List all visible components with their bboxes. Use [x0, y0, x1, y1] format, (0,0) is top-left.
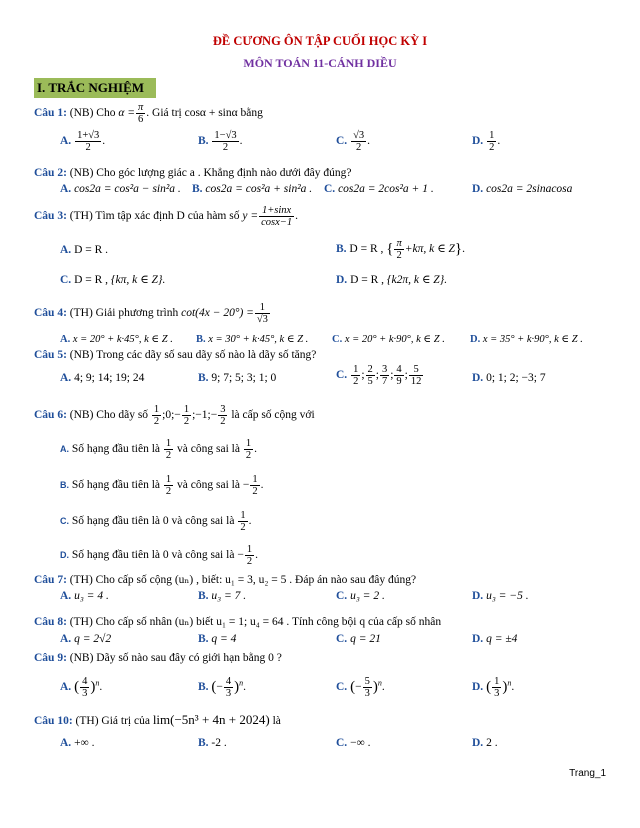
q9-option-a[interactable]: A. ( $\frac{4}{3}$ )$^n$. — [60, 676, 103, 700]
q3-option-b[interactable]: B. D = R , { $\frac{\pi}{2}$ +kπ, k ∈ Z}. — [336, 238, 465, 262]
q10-option-b[interactable]: B. -2 . — [198, 737, 227, 749]
question-4: Câu 4: (TH) Giải phương trình cot(4x − 20°) = $\frac{1}{√3}$ — [34, 302, 268, 326]
q3-option-d[interactable]: D. D = R , {k2π, k ∈ Z}. — [336, 274, 448, 286]
question-9: Câu 9: (NB) Dãy số nào sau đây có giới hạn bằng 0 ? — [34, 652, 282, 664]
q8-option-a[interactable]: A. q = 2√2 — [60, 633, 112, 645]
q7-option-a[interactable]: A. u₃ = 4 . — [60, 590, 109, 602]
question-6: Câu 6: (NB) Cho dãy số $\frac{1}{2}$ ;0;− $\frac{1}{2}$ ;−1;− $\frac{3}{2}$ là cấp số cộng với — [34, 404, 315, 428]
q6-option-d[interactable]: D. Số hạng đầu tiên là 0 và công sai là − $\frac{1}{2}$ . — [60, 544, 258, 568]
q3-option-a[interactable]: A. D = R . — [60, 244, 109, 256]
page-number: Trang_1 — [569, 768, 606, 779]
q4-option-c[interactable]: C. x = 20° + k·90°, k ∈ Z . — [332, 334, 445, 345]
q2-option-b[interactable]: B. cos2a = cos²a + sin²a . — [192, 183, 313, 195]
q2-option-c[interactable]: C. cos2a = 2cos²a + 1 . — [324, 183, 434, 195]
q10-option-d[interactable]: D. 2 . — [472, 737, 498, 749]
q8-option-c[interactable]: C. q = 21 — [336, 633, 381, 645]
question-1: Câu 1: (NB) Cho α = $\frac{\pi}{6}$ . Giá trị cosα + sinα bằng — [34, 102, 263, 126]
q7-option-b[interactable]: B. u₃ = 7 . — [198, 590, 247, 602]
q6-option-b[interactable]: B. Số hạng đầu tiên là $\frac{1}{2}$ và công sai là − $\frac{1}{2}$ . — [60, 474, 264, 498]
q1-option-c[interactable]: C. $\frac{√3}{2}$ . — [336, 130, 370, 154]
question-8: Câu 8: (TH) Cho cấp số nhân (uₙ) biết u₁ = 1; u₄ = 64 . Tính công bội q của cấp số nhân — [34, 616, 442, 628]
q8-option-b[interactable]: B. q = 4 — [198, 633, 237, 645]
q5-option-d[interactable]: D. 0; 1; 2; −3; 7 — [472, 372, 546, 384]
q10-option-a[interactable]: A. +∞ . — [60, 737, 95, 749]
q5-option-a[interactable]: A. 4; 9; 14; 19; 24 — [60, 372, 145, 384]
q9-option-d[interactable]: D. ( $\frac{1}{3}$ )$^n$. — [472, 676, 515, 700]
q10-option-c[interactable]: C. −∞ . — [336, 737, 371, 749]
q9-option-b[interactable]: B. (− $\frac{4}{3}$ )$^n$. — [198, 676, 247, 700]
question-10: Câu 10: (TH) Giá trị của lim(−5n³ + 4n + 2024) là — [34, 712, 281, 727]
q7-option-d[interactable]: D. u₃ = −5 . — [472, 590, 529, 602]
q5-option-c[interactable]: C. $\frac{1}{2}$ ; $\frac{2}{5}$ ; $\frac{3}{7}$ ; $\frac{4}{9}$ ; $\frac{5}{12}$ — [336, 364, 422, 388]
page-title: ĐỀ CƯƠNG ÔN TẬP CUỐI HỌC KỲ I — [212, 34, 428, 48]
q4-option-d[interactable]: D. x = 35° + k·90°, k ∈ Z . — [470, 334, 583, 345]
question-7: Câu 7: (TH) Cho cấp số cộng (uₙ) , biết: u₁ = 3, u₂ = 5 . Đáp án nào sau đây đúng? — [34, 574, 417, 586]
q9-option-c[interactable]: C. (− $\frac{5}{3}$ )$^n$. — [336, 676, 385, 700]
q2-option-d[interactable]: D. cos2a = 2sinacosa — [472, 183, 573, 195]
q6-option-c[interactable]: C. Số hạng đầu tiên là 0 và công sai là $\frac{1}{2}$ . — [60, 510, 252, 534]
q2-option-a[interactable]: A. cos2a = cos²a − sin²a . — [60, 183, 181, 195]
q6-option-a[interactable]: A. Số hạng đầu tiên là $\frac{1}{2}$ và công sai là $\frac{1}{2}$ . — [60, 438, 257, 462]
q3-option-c[interactable]: C. D = R , {kπ, k ∈ Z}. — [60, 274, 166, 286]
q8-option-d[interactable]: D. q = ±4 — [472, 633, 518, 645]
q7-option-c[interactable]: C. u₃ = 2 . — [336, 590, 385, 602]
q5-option-b[interactable]: B. 9; 7; 5; 3; 1; 0 — [198, 372, 277, 384]
q4-option-a[interactable]: A. x = 20° + k·45°, k ∈ Z . — [60, 334, 173, 345]
section-heading: I. TRẮC NGHIỆM — [34, 78, 156, 98]
question-3: Câu 3: (TH) Tìm tập xác định D của hàm số y = $\frac{1+\sin x}{\cos x-1}$ . — [34, 205, 298, 229]
q4-option-b[interactable]: B. x = 30° + k·45°, k ∈ Z . — [196, 334, 309, 345]
q1-option-d[interactable]: D. $\frac{1}{2}$ . — [472, 130, 501, 154]
q1-option-b[interactable]: B. $\frac{1-√3}{2}$ . — [198, 130, 243, 154]
q1-option-a[interactable]: A. $\frac{1+√3}{2}$ . — [60, 130, 106, 154]
question-2: Câu 2: (NB) Cho góc lượng giác a . Khẳng định nào dưới đây đúng? — [34, 167, 352, 179]
question-5: Câu 5: (NB) Trong các dãy số sau dãy số nào là dãy số tăng? — [34, 349, 317, 361]
page-subtitle: MÔN TOÁN 11-CÁNH DIỀU — [243, 56, 397, 70]
